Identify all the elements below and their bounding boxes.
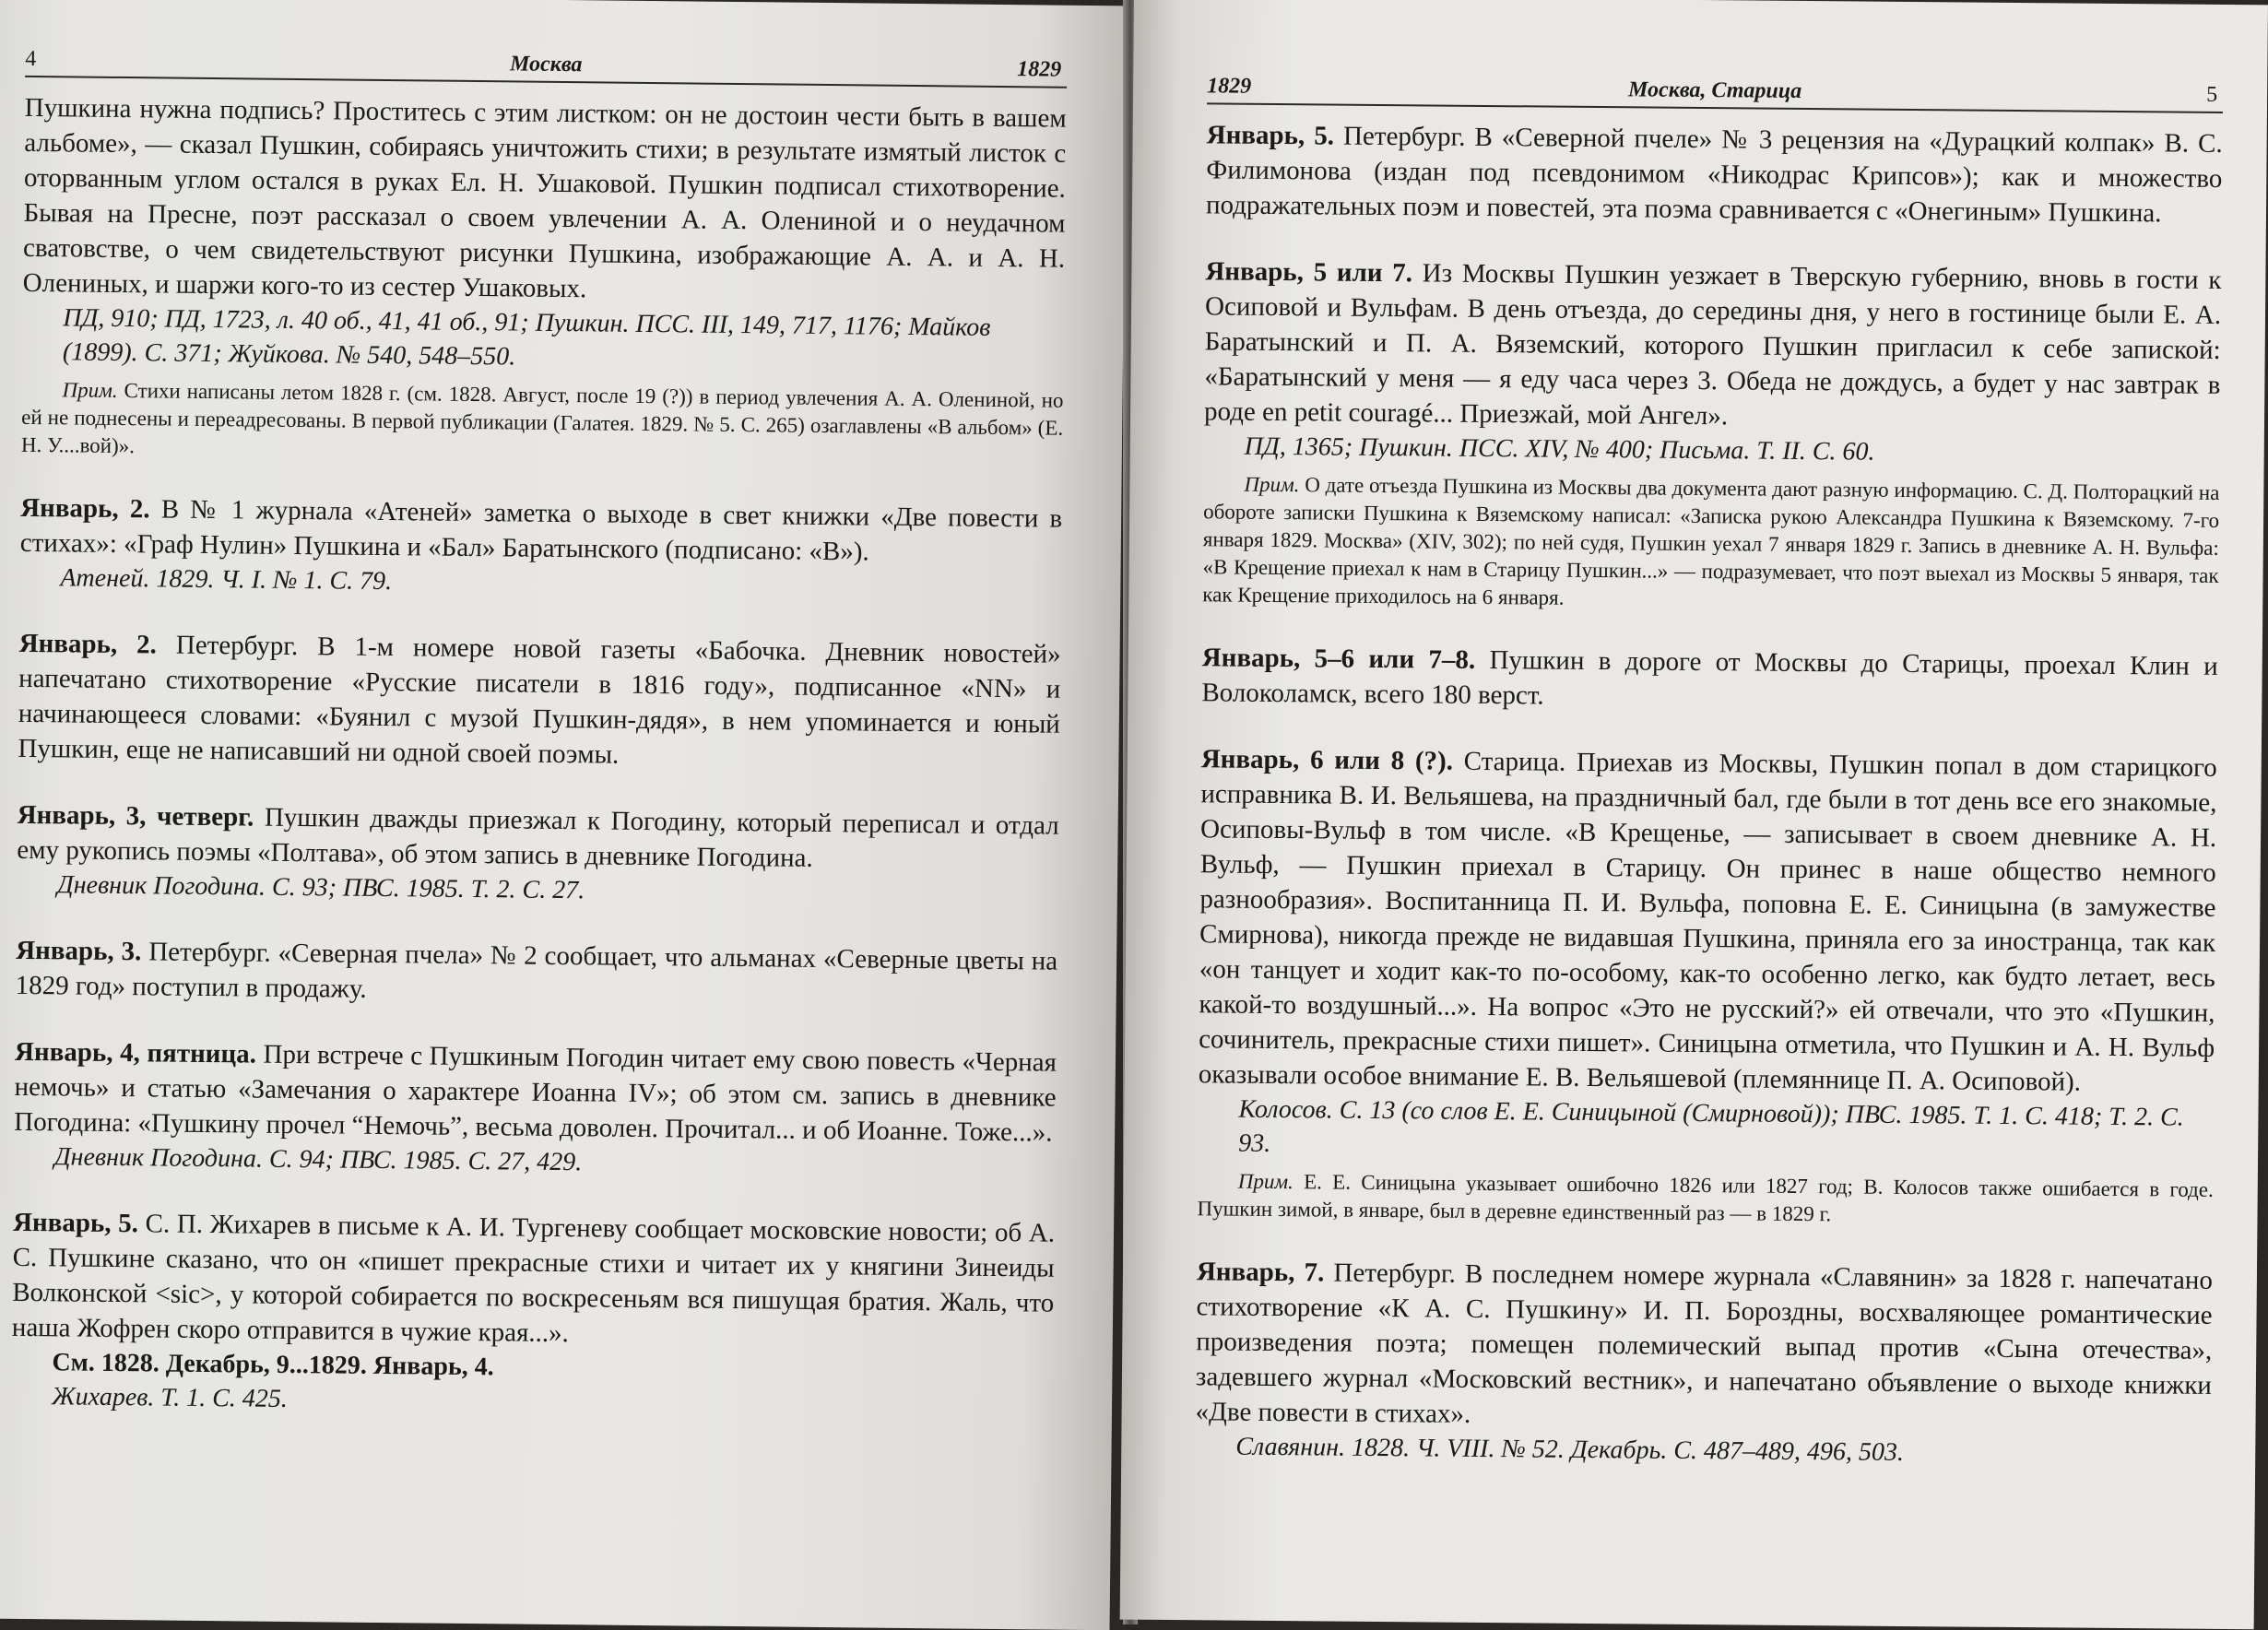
entry-date: Январь, 2.: [18, 628, 158, 660]
entry-body: Из Москвы Пушкин уезжает в Тверскую губернию, вновь в гости к Осиповой и Вульфам. В день отъезда, до середины дня, у него в гостинице были Е. А. Баратынский и П. А. Вяземский, которого Пушкин пригласил к себе запиской: «Баратынский у меня — я еду часа через 3. Обеда не дождусь, а будет у нас завтрак в роде en petit couragé... Приезжай, мой Ангел».: [1203, 258, 2222, 431]
left-page: [0, 0, 1127, 1630]
entry: [1197, 741, 2217, 1232]
entry: [1206, 117, 2223, 231]
entry-body: С. П. Жихарев в письме к А. И. Тургеневу сообщает московские новости; об А. С. Пушкине сказано, что он «пишет прекрасные стихи и читает их у княгини Зинеиды Волконской <sic>, у которой собирается по воскресеньям вся пишущая братия. Жаль, что наша Жофрен скоро отправится в чужие края...».: [11, 1209, 1056, 1349]
entry-body: Петербург. «Северная пчела» № 2 сообщает, что альманах «Северные цветы на 1829 год» поступил в продажу.: [15, 937, 1058, 1004]
entry: [14, 1034, 1057, 1185]
entry-body: Пушкин дважды приезжал к Погодину, который переписал и отдал ему рукопись поэмы «Полтава», об этом запись в дневнике Погодина.: [17, 802, 1059, 873]
entry-note: [1202, 470, 2219, 618]
entry-date: Январь, 5–6 или 7–8.: [1201, 643, 1476, 675]
entry-source: Колосов. С. 13 (со слов Е. Е. Синицыной (Смирновой)); ПВС. 1985. Т. 1. С. 418; Т. 2. С. 93.: [1238, 1094, 2184, 1158]
entry-note: [21, 376, 1064, 470]
entry-text: [1199, 741, 2217, 1101]
running-year: 1829: [1207, 74, 1252, 99]
note-text: Е. Е. Синицына указывает ошибочно 1826 или 1827 год; В. Колосов также ошибается в годе. Пушкин зимой, в январе, был в деревне единственный раз — в 1829 г.: [1197, 1170, 2214, 1226]
entry-text: [1204, 254, 2222, 438]
entry-continuation: [21, 90, 1067, 470]
entry-date: Январь, 5.: [1206, 120, 1335, 151]
entry-body: Петербург. В последнем номере журнала «Славянин» за 1828 г. напечатано стихотворение «К А. С. Пушкину» И. П. Бороздны, восхваляющее романтические произведения поэта; помещен полемический выпад против «Сына отечества», задевшего журнал «Московский вестник», и напечатано объявление о выходе книжки «Две повести в стихах».: [1195, 1258, 2214, 1429]
entry-source: Славянин. 1828. Ч. VIII. № 52. Декабрь. С. 487–489, 496, 503.: [1235, 1432, 1905, 1467]
running-head: [25, 39, 1067, 89]
entry-date: Январь, 2.: [20, 492, 150, 525]
entry-body: Петербург. В «Северной пчеле» № 3 рецензия на «Дурацкий колпак» В. С. Филимонова (издан под псевдонимом «Никодрас Крипсов»); как и множество подражательных поэм и повестей, эта поэма сравнивается с «Онегиным» Пушкина.: [1205, 121, 2223, 229]
entry-body: Пушкин в дороге от Москвы до Старицы, проехал Клин и Волоколамск, всего 180 верст.: [1201, 645, 2218, 711]
note-label: Прим.: [1244, 472, 1300, 497]
entry-body: Петербург. В 1-м номере новой газеты «Бабочка. Дневник новостей» напечатано стихотворение «Русские писатели в 1816 году», подписанное «NN» и начинающееся словами: «Буянил с музой Пушкин-дядя», в нем упоминается и юный Пушкин, еще не написавший ни одной своей поэмы.: [18, 630, 1061, 770]
running-year: 1829: [1017, 57, 1062, 82]
right-page: [1120, 0, 2268, 1629]
entry-text: [20, 490, 1063, 572]
entry-date: Январь, 3, четверг.: [17, 799, 254, 833]
entry: [19, 490, 1062, 606]
entry-note: [1197, 1167, 2213, 1232]
entry-body: В № 1 журнала «Атеней» заметка о выходе в свет книжки «Две повести в стихах»: «Граф Нулин» Пушкина и «Бал» Баратынского (подписано: «В»).: [19, 494, 1063, 567]
note-text: Стихи написаны летом 1828 г. (см. 1828. Август, после 19 (?)) в период увлечения А. А. Олениной, но ей не поднесены и переадресованы. В первой публикации (Галатея. 1829. № 5. С. 265) озаглавлены «В альбом» (Е. Н. У....вой)».: [20, 379, 1064, 458]
entry-text: [1195, 1254, 2213, 1438]
entry: [18, 626, 1061, 777]
entry: [1201, 640, 2218, 719]
entry-text: [1201, 640, 2218, 719]
entry-source: Дневник Погодина. С. 93; ПВС. 1985. Т. 2. С. 27.: [56, 870, 585, 905]
entry-body: Старица. Приехав из Москвы, Пушкин попал в дом старицкого исправника В. И. Вельяшева, на праздничный бал, где были в тот день все его знакомые, Осиповы-Вульф в том числе. «В Крещенье, — записывает в своем дневнике А. Н. Вульф, — Пушкин приехал в Старицу. Он принес в наше общество немного разнообразия». Воспитанница П. И. Вульфа, поповна Е. Е. Синицына (в замужестве Смирнова), никогда прежде не видавшая Пушкина, приняла его за иностранца, так как «он танцует и ходит как-то по-особому, как-то особенно легко, как будто летает, весь какой-то воздушный...». На вопрос «Это не русский?» ей отвечали, что это «Пушкин, сочинитель, прекрасные стихи пишет». Синицына отметила, что Пушкин и А. Н. Вульф оказывали особое внимание Е. В. Вельяшевой (племяннице П. А. Осиповой).: [1198, 746, 2217, 1097]
entry-source: Жихарев. Т. 1. С. 425.: [51, 1382, 289, 1413]
entry-crossref: См. 1828. Декабрь, 9...1829. Январь, 4.: [52, 1348, 494, 1382]
entry-source: ПД, 910; ПД, 1723, л. 40 об., 41, 41 об., 91; Пушкин. ПСС. III, 149, 717, 1176; Майков (1899). С. 371; Жуйкова. № 540, 548–550.: [62, 303, 991, 372]
entry-date: Январь, 5.: [12, 1207, 139, 1239]
running-title: Москва, Старица: [1627, 77, 1802, 103]
entry-text: [18, 626, 1061, 777]
entry: [1202, 254, 2221, 618]
entry-date: Январь, 5 или 7.: [1205, 256, 1413, 289]
entry-text: [16, 933, 1058, 1014]
entry-source: Дневник Погодина. С. 94; ПВС. 1985. С. 27, 429.: [53, 1142, 583, 1177]
entry: [17, 797, 1059, 913]
note-text: О дате отъезда Пушкина из Москвы два документа дают разную информацию. С. Д. Полторацкий на обороте записки Пушкина к Вяземскому написал: «Записка рукою Александра Пушкина к Вяземскому. 7-го января 1829. Москва» (XIV, 302); по ней судя, Пушкин уехал 7 января 1829 г. Запись в дневнике А. Н. Вульфа: «В Крещение приехал к нам в Старицу Пушкин...» — подразумевает, что поэт выехал из Москвы 5 января, так как Крещение приходилось на 6 января.: [1202, 473, 2220, 609]
entry-source: ПД, 1365; Пушкин. ПСС. XIV, № 400; Письма. Т. II. С. 60.: [1244, 431, 1875, 467]
entry-date: Январь, 7.: [1196, 1257, 1325, 1288]
entry: [11, 1205, 1055, 1424]
entry-date: Январь, 3.: [16, 935, 142, 967]
entry-source: Атеней. 1829. Ч. I. № 1. С. 79.: [60, 563, 393, 596]
entry-text: [14, 1034, 1057, 1151]
note-label: Прим.: [62, 378, 118, 402]
entry-body: При встрече с Пушкиным Погодин читает ему свою повесть «Черная немочь» и статью «Замечания о характере Иоанна IV»; об этом см. запись в дневнике Погодина: «Пушкину прочел “Немочь”, весьма доволен. Прочитал... и об Иоанне. Тоже...».: [14, 1039, 1057, 1148]
entry-text: [1206, 117, 2223, 231]
entry: [16, 933, 1058, 1014]
running-title: Москва: [509, 52, 583, 77]
entry-date: Январь, 4, пятница.: [14, 1036, 257, 1069]
page-number: 4: [25, 46, 37, 72]
entry-text: [12, 1205, 1056, 1356]
entry-text: [17, 797, 1059, 879]
running-head: [1207, 65, 2223, 113]
entry: [1195, 1254, 2213, 1472]
page-number: 5: [2206, 82, 2218, 107]
entry-date: Январь, 6 или 8 (?).: [1200, 744, 1454, 776]
entry-text: Пушкина нужна подпись? Проститесь с этим листком: он не достоин чести быть в вашем альбоме», — сказал Пушкин, собираясь уничтожить стихи; в результате измятый листок с оторванным углом остался в руках Ел. Н. Ушаковой. Пушкин подписал стихотворение. Бывая на Пресне, поэт рассказал о своем увлечении А. А. Олениной и о неудачном сватовстве, о чем свидетельствуют рисунки Пушкина, изображающие А. А. и А. Н. Олениных, и шаржи кого-то из сестер Ушаковых.: [22, 92, 1067, 304]
note-label: Прим.: [1237, 1169, 1293, 1194]
